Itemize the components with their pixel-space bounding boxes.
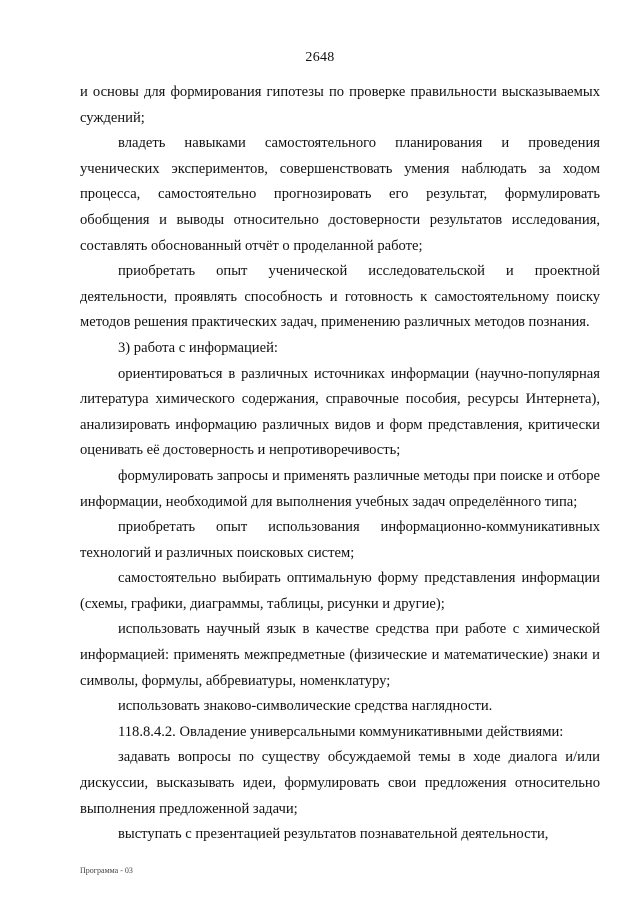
footer-label: Программа - 03 <box>80 866 133 875</box>
paragraph: владеть навыками самостоятельного планирования и проведения ученических экспериментов, совершенствовать умения наблюдать за ходом процесса, самостоятельно прогнозировать его результат, формулировать обобщения и выводы относительно достоверности результатов исследования, составлять обоснованный отчёт о проделанной работе; <box>80 135 600 254</box>
paragraph: 3) работа с информацией: <box>118 339 278 356</box>
paragraph: ориентироваться в различных источниках информации (научно-популярная литература химического содержания, справочные пособия, ресурсы Интернета), анализировать информацию различных видов и форм представления, критически оценивать её достоверность и непротиворечивость; <box>80 365 600 459</box>
paragraph: использовать научный язык в качестве средства при работе с химической информацией: применять межпредметные (физические и математические) знаки и символы, формулы, аббревиатуры, номенклатуру; <box>80 621 600 689</box>
paragraph: формулировать запросы и применять различные методы при поиске и отборе информации, необходимой для выполнения учебных задач определённого типа; <box>80 467 600 510</box>
paragraph: использовать знаково-символические средства наглядности. <box>118 698 493 715</box>
paragraph: приобретать опыт ученической исследовательской и проектной деятельности, проявлять способность и готовность к самостоятельному поиску методов решения практических задач, применению различных методов познания. <box>80 263 600 331</box>
paragraph: приобретать опыт использования информационно-коммуникативных технологий и различных поисковых систем; <box>80 519 600 561</box>
paragraph: и основы для формирования гипотезы по проверке правильности высказываемых суждений; <box>80 84 600 126</box>
paragraph: задавать вопросы по существу обсуждаемой темы в ходе диалога и/или дискуссии, высказывать идеи, формулировать свои предложения относительно выполнения предложенной задачи; <box>80 749 600 817</box>
body-text <box>80 80 600 848</box>
paragraph: самостоятельно выбирать оптимальную форму представления информации (схемы, графики, диаграммы, таблицы, рисунки и другие); <box>80 570 600 612</box>
page-number: 2648 <box>305 50 335 65</box>
paragraph: выступать с презентацией результатов познавательной деятельности, <box>118 826 549 843</box>
section-heading: 118.8.4.2. Овладение универсальными коммуникативными действиями: <box>118 723 564 740</box>
